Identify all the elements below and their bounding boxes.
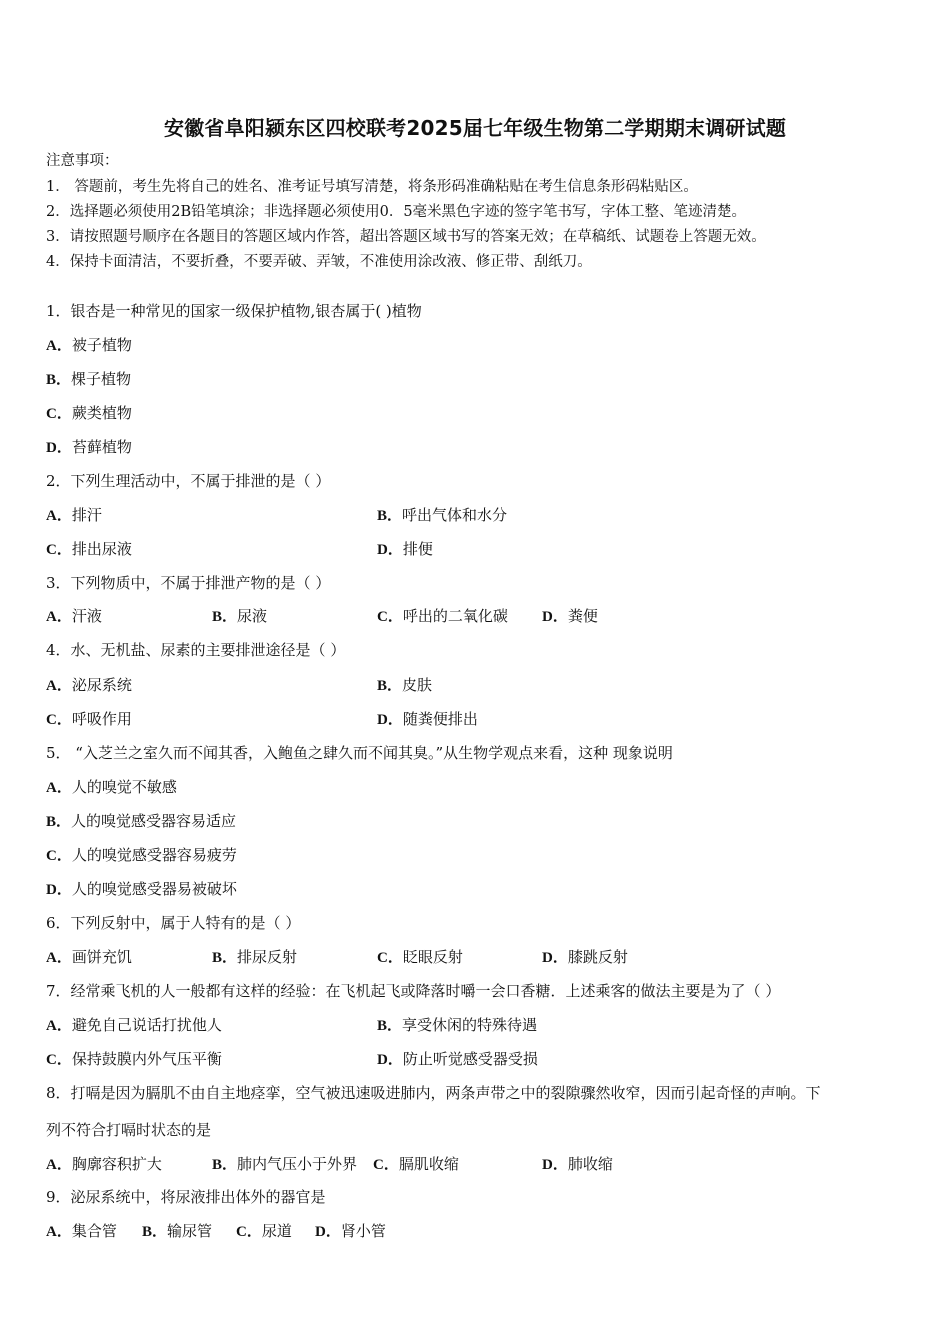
option-d[interactable] — [542, 947, 628, 968]
question-stem: 1．银杏是一种常见的国家一级保护植物,银杏属于( )植物 — [46, 302, 422, 320]
option-letter: B． — [212, 609, 238, 625]
option-letter: A． — [46, 338, 72, 354]
option-a[interactable] — [46, 947, 132, 968]
option-letter: B． — [142, 1224, 168, 1240]
option-b[interactable] — [377, 675, 432, 696]
option-text: 肺收缩 — [567, 1155, 613, 1173]
question-stem: 8．打嗝是因为膈肌不由自主地痉挛，空气被迅速吸进肺内，两条声带之中的裂隙骤然收窄，因而引起奇怪的声响。下 — [46, 1084, 821, 1102]
option-text: 尿液 — [237, 607, 268, 625]
option-letter: B． — [46, 814, 72, 830]
option-letter: A． — [46, 678, 72, 694]
option-letter: D． — [377, 542, 403, 558]
option-c[interactable] — [377, 606, 508, 627]
option-text: 享受休闲的特殊待遇 — [402, 1016, 538, 1034]
option-b[interactable] — [142, 1221, 212, 1242]
option-c[interactable] — [46, 845, 237, 866]
option-text: 肺内气压小于外界 — [237, 1155, 358, 1173]
option-letter: C． — [46, 848, 72, 864]
option-text: 蕨类植物 — [71, 404, 132, 422]
option-letter: C． — [46, 542, 72, 558]
option-text: 集合管 — [71, 1222, 117, 1240]
option-letter: A． — [46, 1018, 72, 1034]
option-letter: A． — [46, 950, 72, 966]
option-letter: C． — [46, 712, 72, 728]
notice-heading: 注意事项： — [46, 153, 119, 169]
option-letter: B． — [212, 1157, 238, 1173]
option-a[interactable] — [46, 1154, 162, 1175]
option-a[interactable] — [46, 505, 102, 526]
option-text: 排尿反射 — [237, 948, 298, 966]
option-c[interactable] — [46, 403, 132, 424]
option-text: 粪便 — [567, 607, 598, 625]
option-b[interactable] — [377, 505, 507, 526]
option-text: 输尿管 — [167, 1222, 213, 1240]
option-d[interactable] — [377, 539, 433, 560]
option-text: 膝跳反射 — [567, 948, 628, 966]
option-letter: B． — [46, 372, 72, 388]
option-b[interactable] — [212, 947, 297, 968]
option-b[interactable] — [46, 369, 131, 390]
option-text: 苔藓植物 — [71, 438, 132, 456]
question-stem: 6．下列反射中，属于人特有的是（ ） — [46, 914, 301, 932]
option-letter: A． — [46, 780, 72, 796]
option-a[interactable] — [46, 606, 102, 627]
option-letter: D． — [542, 1157, 568, 1173]
option-c[interactable] — [46, 709, 132, 730]
option-text: 呼出气体和水分 — [402, 506, 508, 524]
option-text: 泌尿系统 — [71, 676, 132, 694]
question-stem: 4．水、无机盐、尿素的主要排泄途径是（ ） — [46, 641, 346, 659]
option-text: 排汗 — [71, 506, 102, 524]
option-letter: C． — [377, 609, 403, 625]
option-text: 保持鼓膜内外气压平衡 — [71, 1050, 222, 1068]
option-d[interactable] — [542, 1154, 613, 1175]
option-letter: D． — [542, 950, 568, 966]
option-letter: C． — [236, 1224, 262, 1240]
question-stem: 5． “入芝兰之室久而不闻其香，入鲍鱼之肆久而不闻其臭。”从生物学观点来看，这种 现象说明 — [46, 744, 673, 762]
notice-item: 2．选择题必须使用2B铅笔填涂；非选择题必须使用0．5毫米黑色字迹的签字笔书写，字体工整、笔迹清楚。 — [46, 204, 747, 220]
option-letter: C． — [377, 950, 403, 966]
option-a[interactable] — [46, 675, 132, 696]
question-stem: 9．泌尿系统中，将尿液排出体外的器官是 — [46, 1188, 326, 1206]
option-letter: D． — [377, 712, 403, 728]
option-b[interactable] — [212, 606, 267, 627]
notice-item: 4．保持卡面清洁，不要折叠，不要弄破、弄皱，不准使用涂改液、修正带、刮纸刀。 — [46, 254, 592, 270]
option-text: 防止听觉感受器受损 — [402, 1050, 538, 1068]
option-letter: D． — [542, 609, 568, 625]
option-text: 汗液 — [71, 607, 102, 625]
option-text: 棵子植物 — [71, 370, 132, 388]
option-text: 画饼充饥 — [71, 948, 132, 966]
page-title: 安徽省阜阳颍东区四校联考2025届七年级生物第二学期期末调研试题 — [163, 116, 787, 140]
option-d[interactable] — [46, 879, 237, 900]
option-letter: A． — [46, 1224, 72, 1240]
option-c[interactable] — [373, 1154, 459, 1175]
option-c[interactable] — [46, 539, 132, 560]
option-b[interactable] — [46, 811, 236, 832]
option-letter: A． — [46, 1157, 72, 1173]
option-c[interactable] — [46, 1049, 222, 1070]
option-d[interactable] — [377, 1049, 538, 1070]
option-text: 呼吸作用 — [71, 710, 132, 728]
option-b[interactable] — [377, 1015, 537, 1036]
option-text: 呼出的二氧化碳 — [402, 607, 508, 625]
notice-item: 1． 答题前，考生先将自己的姓名、准考证号填写清楚，将条形码准确粘贴在考生信息条形码粘贴区。 — [46, 179, 698, 195]
option-text: 尿道 — [261, 1222, 292, 1240]
option-b[interactable] — [212, 1154, 357, 1175]
question-stem-continued: 列不符合打嗝时状态的是 — [46, 1121, 212, 1139]
option-letter: B． — [212, 950, 238, 966]
option-letter: B． — [377, 1018, 403, 1034]
option-text: 人的嗅觉不敏感 — [71, 778, 177, 796]
option-text: 膈肌收缩 — [398, 1155, 459, 1173]
question-stem: 3．下列物质中，不属于排泄产物的是（ ） — [46, 574, 331, 592]
option-letter: C． — [46, 406, 72, 422]
option-letter: A． — [46, 508, 72, 524]
option-a[interactable] — [46, 1015, 222, 1036]
option-text: 胸廓容积扩大 — [71, 1155, 162, 1173]
option-letter: B． — [377, 678, 403, 694]
option-d[interactable] — [46, 437, 132, 458]
option-letter: D． — [377, 1052, 403, 1068]
question-stem: 2．下列生理活动中，不属于排泄的是（ ） — [46, 472, 331, 490]
option-text: 眨眼反射 — [402, 948, 463, 966]
option-a[interactable] — [46, 1221, 117, 1242]
option-text: 肾小管 — [340, 1222, 386, 1240]
option-d[interactable] — [542, 606, 598, 627]
option-letter: B． — [377, 508, 403, 524]
option-letter: D． — [46, 440, 72, 456]
option-letter: A． — [46, 609, 72, 625]
option-text: 人的嗅觉感受器容易疲劳 — [71, 846, 237, 864]
option-text: 避免自己说话打扰他人 — [71, 1016, 222, 1034]
option-a[interactable] — [46, 777, 177, 798]
option-text: 皮肤 — [402, 676, 433, 694]
option-letter: C． — [373, 1157, 399, 1173]
question-stem: 7．经常乘飞机的人一般都有这样的经验：在飞机起飞或降落时嚼一会口香糖．上述乘客的做法主要是为了（ ） — [46, 982, 781, 1000]
option-c[interactable] — [236, 1221, 292, 1242]
option-text: 随粪便排出 — [402, 710, 478, 728]
option-letter: D． — [46, 882, 72, 898]
option-letter: C． — [46, 1052, 72, 1068]
option-text: 被子植物 — [71, 336, 132, 354]
option-a[interactable] — [46, 335, 132, 356]
option-text: 人的嗅觉感受器容易适应 — [71, 812, 237, 830]
option-d[interactable] — [377, 709, 478, 730]
option-c[interactable] — [377, 947, 463, 968]
option-text: 排出尿液 — [71, 540, 132, 558]
option-text: 人的嗅觉感受器易被破坏 — [71, 880, 237, 898]
option-d[interactable] — [315, 1221, 386, 1242]
notice-item: 3．请按照题号顺序在各题目的答题区域内作答，超出答题区域书写的答案无效；在草稿纸、试题卷上答题无效。 — [46, 229, 766, 245]
option-text: 排便 — [402, 540, 433, 558]
option-letter: D． — [315, 1224, 341, 1240]
